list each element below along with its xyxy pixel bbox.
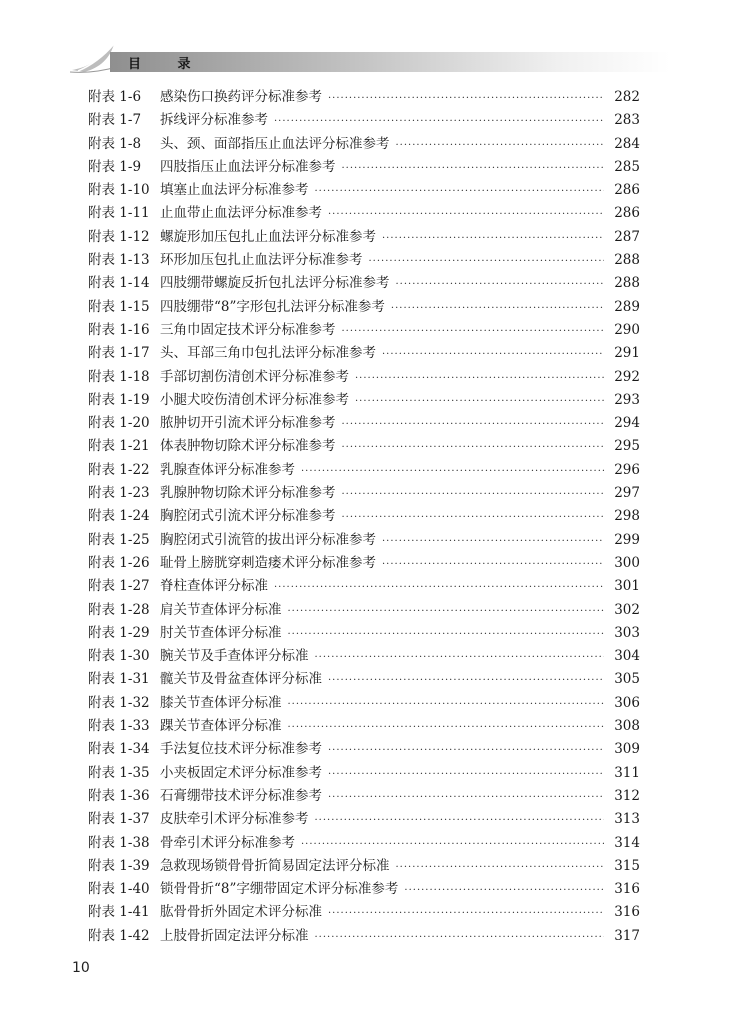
- toc-entry[interactable]: [88, 925, 640, 948]
- toc-entry[interactable]: [88, 668, 640, 691]
- toc-entry[interactable]: [88, 738, 640, 761]
- toc-dot-leader: [328, 763, 604, 786]
- toc-entry-title: 乳腺肿物切除术评分标准参考: [160, 485, 336, 502]
- toc-entry-number: 附表 1-17: [88, 345, 150, 362]
- toc-dot-leader: [328, 87, 604, 110]
- toc-dot-leader: [355, 367, 604, 390]
- toc-dot-leader: [288, 623, 605, 646]
- toc-entry-title: 耻骨上膀胱穿刺造瘘术评分标准参考: [160, 554, 376, 571]
- toc-dot-leader: [382, 530, 604, 553]
- toc-dot-leader: [328, 902, 604, 925]
- toc-entry-page: 283: [614, 112, 640, 129]
- toc-entry[interactable]: [88, 575, 640, 598]
- toc-dot-leader: [396, 134, 605, 157]
- toc-entry-number: 附表 1-11: [88, 205, 150, 222]
- toc-entry-number: 附表 1-6: [88, 89, 142, 105]
- toc-entry-number: 附表 1-21: [88, 438, 150, 455]
- toc-entry-page: 289: [614, 298, 640, 315]
- toc-entry-number: 附表 1-19: [88, 391, 150, 408]
- toc-dot-leader: [355, 390, 604, 413]
- toc-entry-page: 298: [614, 508, 640, 525]
- toc-dot-leader: [342, 413, 605, 436]
- toc-entry-number: 附表 1-15: [88, 298, 150, 315]
- toc-entry-title: 四肢绷带“8”字形包扎法评分标准参考: [160, 298, 385, 315]
- toc-entry-page: 284: [614, 135, 640, 152]
- toc-entry[interactable]: [88, 785, 640, 808]
- toc-entry-page: 301: [614, 578, 640, 595]
- toc-dot-leader: [301, 833, 604, 856]
- toc-entry-title: 四肢绷带螺旋反折包扎法评分标准参考: [160, 275, 390, 292]
- toc-entry[interactable]: [88, 156, 640, 179]
- toc-dot-leader: [396, 856, 605, 879]
- toc-entry-number: 附表 1-27: [88, 578, 150, 595]
- toc-entry-number: 附表 1-41: [88, 904, 150, 921]
- toc-dot-leader: [288, 716, 605, 739]
- toc-entry-page: 315: [614, 857, 640, 874]
- toc-dot-leader: [382, 343, 604, 366]
- toc-entry-page: 300: [614, 554, 640, 571]
- toc-dot-leader: [274, 110, 604, 133]
- toc-entry-page: 286: [614, 205, 640, 222]
- toc-entry-title: 脓肿切开引流术评分标准参考: [160, 415, 336, 432]
- toc-entry-title: 石膏绷带技术评分标准参考: [160, 787, 322, 804]
- toc-entry-title: 肘关节查体评分标准: [160, 624, 282, 641]
- toc-entry-title: 手法复位技术评分标准参考: [160, 741, 322, 758]
- toc-entry-page: 295: [614, 438, 640, 455]
- toc-entry-page: 306: [614, 694, 640, 711]
- toc-entry-title: 胸腔闭式引流术评分标准参考: [160, 508, 336, 525]
- toc-entry-number: 附表 1-34: [88, 741, 150, 758]
- toc-entry-number: 附表 1-30: [88, 648, 150, 665]
- toc-entry-page: 282: [614, 89, 640, 105]
- toc-entry-title: 上肢骨折固定法评分标准: [160, 927, 309, 944]
- toc-entry-page: 296: [614, 461, 640, 478]
- toc-entry-title: 螺旋形加压包扎止血法评分标准参考: [160, 228, 376, 245]
- toc-entry[interactable]: [88, 762, 640, 785]
- toc-entry-number: 附表 1-29: [88, 624, 150, 641]
- toc-entry-page: 288: [614, 252, 640, 269]
- toc-entry-title: 肩关节查体评分标准: [160, 601, 282, 618]
- toc-entry-page: 311: [614, 764, 640, 781]
- toc-dot-leader: [396, 273, 605, 296]
- toc-entry-title: 三角巾固定技术评分标准参考: [160, 321, 336, 338]
- toc-entry-number: 附表 1-8: [88, 135, 142, 152]
- toc-entry[interactable]: [88, 529, 640, 552]
- toc-entry-page: 312: [614, 787, 640, 804]
- toc-entry-number: 附表 1-36: [88, 787, 150, 804]
- toc-entry-page: 308: [614, 718, 640, 735]
- toc-entry-number: 附表 1-12: [88, 228, 150, 245]
- toc-dot-leader: [404, 879, 604, 902]
- toc-entry[interactable]: [88, 552, 640, 575]
- toc-entry[interactable]: [88, 715, 640, 738]
- toc-dot-leader: [382, 227, 604, 250]
- toc-entry-page: 316: [614, 904, 640, 921]
- toc-entry[interactable]: [88, 226, 640, 249]
- toc-entry-number: 附表 1-16: [88, 321, 150, 338]
- toc-entry-number: 附表 1-31: [88, 671, 150, 688]
- toc-dot-leader: [315, 926, 605, 949]
- toc-dot-leader: [391, 297, 604, 320]
- toc-entry-number: 附表 1-10: [88, 182, 150, 199]
- toc-dot-leader: [342, 483, 605, 506]
- toc-dot-leader: [328, 786, 604, 809]
- toc-dot-leader: [328, 739, 604, 762]
- toc-dot-leader: [301, 460, 604, 483]
- toc-entry[interactable]: [88, 459, 640, 482]
- toc-entry-number: 附表 1-7: [88, 112, 142, 129]
- toc-dot-leader: [315, 646, 605, 669]
- toc-entry[interactable]: [88, 296, 640, 319]
- toc-entry-number: 附表 1-20: [88, 415, 150, 432]
- toc-entry[interactable]: [88, 366, 640, 389]
- toc-dot-leader: [342, 436, 605, 459]
- toc-entry-number: 附表 1-35: [88, 764, 150, 781]
- toc-dot-leader: [274, 576, 604, 599]
- toc-entry[interactable]: [88, 505, 640, 528]
- toc-entry-title: 骨牵引术评分标准参考: [160, 834, 295, 851]
- toc-entry[interactable]: [88, 622, 640, 645]
- toc-dot-leader: [315, 180, 605, 203]
- toc-dot-leader: [342, 506, 605, 529]
- toc-entry-page: 304: [614, 648, 640, 665]
- toc-entry-page: 294: [614, 415, 640, 432]
- toc-entry-title: 踝关节查体评分标准: [160, 718, 282, 735]
- toc-entry-title: 拆线评分标准参考: [160, 112, 268, 129]
- toc-entry-title: 小夹板固定术评分标准参考: [160, 764, 322, 781]
- toc-entry[interactable]: [88, 878, 640, 901]
- toc-entry-title: 头、耳部三角巾包扎法评分标准参考: [160, 345, 376, 362]
- toc-entry-number: 附表 1-37: [88, 811, 150, 828]
- toc-entry[interactable]: [88, 272, 640, 295]
- toc-entry[interactable]: [88, 202, 640, 225]
- toc-entry-title: 环形加压包扎止血法评分标准参考: [160, 252, 363, 269]
- toc-entry-page: 303: [614, 624, 640, 641]
- toc-entry-title: 手部切割伤清创术评分标准参考: [160, 368, 349, 385]
- toc-entry-title: 髋关节及骨盆查体评分标准: [160, 671, 322, 688]
- toc-entry-number: 附表 1-28: [88, 601, 150, 618]
- toc-entry[interactable]: [88, 179, 640, 202]
- toc-entry-title: 肱骨骨折外固定术评分标准: [160, 904, 322, 921]
- toc-entry[interactable]: [88, 109, 640, 132]
- toc-entry-title: 感染伤口换药评分标准参考: [160, 89, 322, 105]
- toc-entry-page: 286: [614, 182, 640, 199]
- toc-entry-title: 止血带止血法评分标准参考: [160, 205, 322, 222]
- toc-entry[interactable]: [88, 412, 640, 435]
- toc-entry-page: 309: [614, 741, 640, 758]
- toc-entry-page: 314: [614, 834, 640, 851]
- toc-entry[interactable]: [88, 389, 640, 412]
- toc-entry-page: 299: [614, 531, 640, 548]
- toc-entry[interactable]: [88, 901, 640, 924]
- toc-entry[interactable]: [88, 249, 640, 272]
- toc-entry-number: 附表 1-40: [88, 881, 150, 898]
- toc-entry-number: 附表 1-22: [88, 461, 150, 478]
- toc-entry-title: 锁骨骨折“8”字绷带固定术评分标准参考: [160, 881, 399, 898]
- toc-entry[interactable]: [88, 808, 640, 831]
- toc-entry-page: 297: [614, 485, 640, 502]
- toc-dot-leader: [382, 553, 604, 576]
- toc-entry-number: 附表 1-25: [88, 531, 150, 548]
- toc-entry[interactable]: [88, 599, 640, 622]
- toc-entry[interactable]: [88, 435, 640, 458]
- toc-entry[interactable]: [88, 692, 640, 715]
- toc-entry-title: 皮肤牵引术评分标准参考: [160, 811, 309, 828]
- toc-entry-title: 体表肿物切除术评分标准参考: [160, 438, 336, 455]
- toc-entry-page: 316: [614, 881, 640, 898]
- toc-entry-title: 腕关节及手查体评分标准: [160, 648, 309, 665]
- toc-entry-page: 291: [614, 345, 640, 362]
- toc-entry-page: 302: [614, 601, 640, 618]
- toc-entry-title: 乳腺查体评分标准参考: [160, 461, 295, 478]
- toc-entry-number: 附表 1-32: [88, 694, 150, 711]
- toc-dot-leader: [369, 250, 605, 273]
- toc-dot-leader: [342, 320, 605, 343]
- toc-entry-title: 急救现场锁骨骨折简易固定法评分标准: [160, 857, 390, 874]
- toc-entry-page: 292: [614, 368, 640, 385]
- toc-entry-title: 膝关节查体评分标准: [160, 694, 282, 711]
- toc-entry[interactable]: [88, 832, 640, 855]
- page-header: [70, 40, 670, 74]
- toc-entry-number: 附表 1-26: [88, 554, 150, 571]
- page-number: 10: [72, 960, 90, 976]
- toc-entry-number: 附表 1-42: [88, 927, 150, 944]
- toc-dot-leader: [288, 600, 605, 623]
- toc-entry-number: 附表 1-39: [88, 857, 150, 874]
- toc-entry-page: 293: [614, 391, 640, 408]
- toc-entry[interactable]: [88, 319, 640, 342]
- toc-entry-title: 头、颈、面部指压止血法评分标准参考: [160, 135, 390, 152]
- toc-entry-page: 287: [614, 228, 640, 245]
- toc-entry-number: 附表 1-9: [88, 158, 142, 175]
- page-title: 目 录: [128, 57, 207, 72]
- toc-entry-page: 313: [614, 811, 640, 828]
- toc-entry-title: 脊柱查体评分标准: [160, 578, 268, 595]
- toc-dot-leader: [328, 669, 604, 692]
- toc-dot-leader: [315, 809, 605, 832]
- toc-entry-number: 附表 1-13: [88, 252, 150, 269]
- toc-entry[interactable]: [88, 86, 640, 109]
- toc-entry[interactable]: [88, 133, 640, 156]
- toc-entry[interactable]: [88, 342, 640, 365]
- toc-entry-page: 305: [614, 671, 640, 688]
- toc-entry-number: 附表 1-18: [88, 368, 150, 385]
- toc-entry[interactable]: [88, 855, 640, 878]
- toc-dot-leader: [328, 203, 604, 226]
- toc-entry-number: 附表 1-38: [88, 834, 150, 851]
- toc-dot-leader: [342, 157, 605, 180]
- toc-entry-page: 288: [614, 275, 640, 292]
- toc-entry-number: 附表 1-24: [88, 508, 150, 525]
- toc-entry-page: 285: [614, 158, 640, 175]
- toc-entry[interactable]: [88, 482, 640, 505]
- toc-dot-leader: [288, 693, 605, 716]
- toc-entry-number: 附表 1-14: [88, 275, 150, 292]
- toc-entry-page: 290: [614, 321, 640, 338]
- toc-entry[interactable]: [88, 645, 640, 668]
- toc-entry-number: 附表 1-23: [88, 485, 150, 502]
- table-of-contents: [88, 86, 640, 948]
- toc-entry-title: 胸腔闭式引流管的拔出评分标准参考: [160, 531, 376, 548]
- toc-entry-page: 317: [614, 927, 640, 944]
- toc-entry-title: 四肢指压止血法评分标准参考: [160, 158, 336, 175]
- toc-entry-title: 填塞止血法评分标准参考: [160, 182, 309, 199]
- toc-entry-number: 附表 1-33: [88, 718, 150, 735]
- toc-entry-title: 小腿犬咬伤清创术评分标准参考: [160, 391, 349, 408]
